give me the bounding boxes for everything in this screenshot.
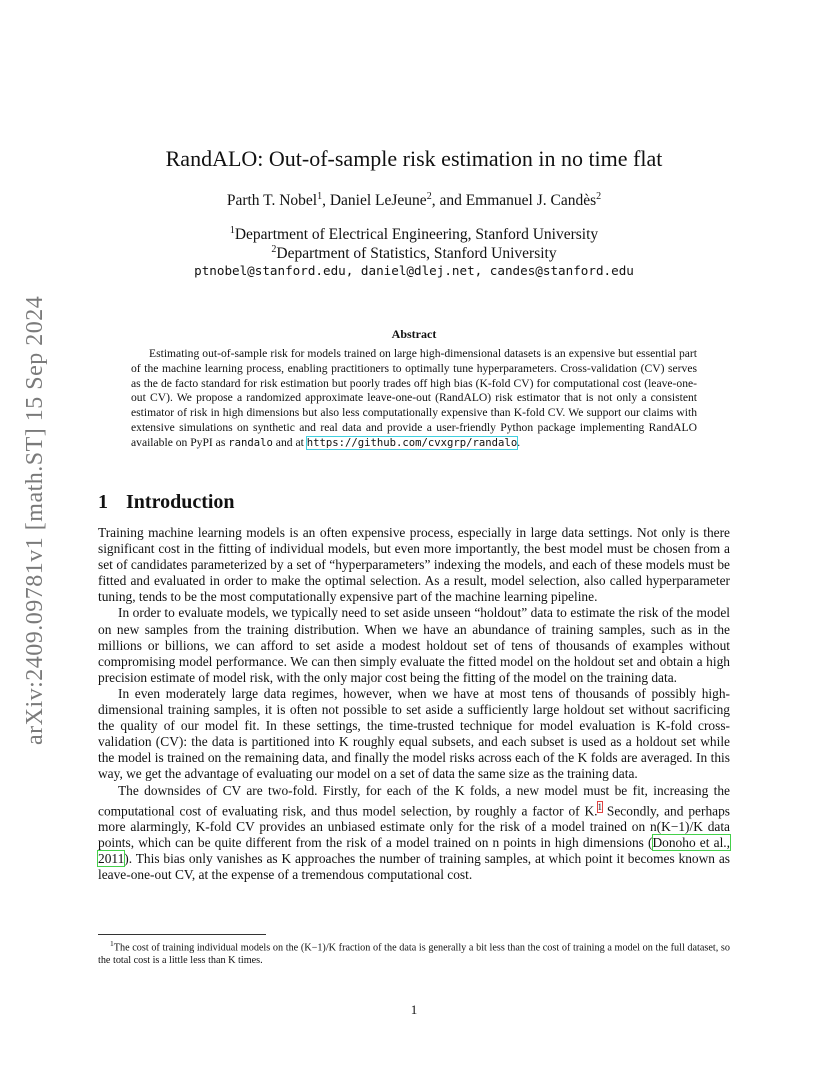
affiliation-mark: 2 <box>426 191 432 202</box>
abstract-text: . <box>517 435 521 449</box>
paragraph: Training machine learning models is an often expensive process, especially in large data settings. Not only is there significant cost in the fitting of individual models, but even more importantly, the best model must be chosen from a set of candidates parameterized by a set of “hyperparameters” indexing the models, and each of these models must be fitted and evaluated in order to make the optimal selection. As a result, model selection, also called hyperparameter tuning, tends to be the most computationally expensive part of the machine learning pipeline. <box>98 525 730 605</box>
paper-title: RandALO: Out-of-sample risk estimation in no time flat <box>165 146 663 171</box>
affiliation-mark: 2 <box>596 191 602 202</box>
abstract-heading: Abstract <box>391 327 437 341</box>
abstract-text: and at <box>272 435 307 449</box>
affiliation <box>80 225 748 244</box>
footnote <box>98 938 730 968</box>
footnote-mark: 1 <box>110 939 114 948</box>
affiliation-text: Department of Electrical Engineering, Stanford University <box>234 226 599 244</box>
paragraph-text: ). This bias only vanishes as K approaches the number of training samples, at which point it becomes known as leave-one-out CV, at the expense of a tremendous computational cost. <box>98 851 730 883</box>
affiliation-text: Department of Statistics, Stanford University <box>276 245 557 263</box>
affiliation-mark: 1 <box>317 191 323 202</box>
paragraph <box>98 783 730 884</box>
affiliation-mark: 2 <box>271 244 277 255</box>
footnote-text: The cost of training individual models on the (K−1)/K fraction of the data is generally a bit less than the cost of training a model on the full dataset, so the total cost is a little less than K times. <box>98 942 730 966</box>
page-number: 1 <box>410 1002 418 1017</box>
section-number: 1 <box>98 491 108 513</box>
author-emails: ptnobel@stanford.edu, daniel@dlej.net, candes@stanford.edu <box>194 263 634 278</box>
section-title: Introduction <box>126 491 235 513</box>
author-name: Parth T. Nobel <box>226 192 318 210</box>
footnote-link[interactable]: 1 <box>597 801 603 812</box>
affiliation <box>80 244 748 263</box>
paragraph: In order to evaluate models, we typically need to set aside unseen “holdout” data to estimate the risk of the model on new samples from the training distribution. When we have an abundance of training samples, such as in the millions or billions, we can afford to set aside a modest holdout set of tens of thousands of examples without compromising model performance. We can then simply evaluate the fitted model on the holdout set and obtain a high precision estimate of model risk, with the only major cost being the fitting of the model on the training data. <box>98 605 730 685</box>
paragraph: In even moderately large data regimes, however, when we have at most tens of thousands of possibly high-dimensional training samples, it is often not possible to set aside a sufficiently large holdout set without sacrificing the quality of our model fit. In these settings, the time-trusted technique for model evaluation is K-fold cross-validation (CV): the data is partitioned into K roughly equal subsets, and each subset is used as a holdout set while the model is trained on the remaining data, and finally the model risks across each of the K folds are averaged. In this way, we get the advantage of evaluating our model on a set of data the same size as the training data. <box>98 685 730 782</box>
paragraph-text: Secondly, and perhaps more alarmingly, K-fold CV provides an unbiased estimate only for the risk of a model trained on n(K−1)/K data points, which can be quite different from the risk of a model trained on n points in high dimensions ( <box>98 803 730 851</box>
paragraph-text: The downsides of CV are two-fold. Firstly, for each of the K folds, a new model must be fit, increasing the computational cost of evaluating risk, and thus model selection, by roughly a factor of K. <box>98 782 730 819</box>
abstract-text: Estimating out-of-sample risk for models trained on large high-dimensional datasets is an expensive but essential part of the machine learning process, enabling practitioners to optimally tune hyperparameters. Cross-validation (CV) serves as the de facto standard for risk estimation but poorly trades off high bias (K-fold CV) for computational cost (leave-one-out CV). We propose a randomized approximate leave-one-out (RandALO) risk estimator that is not only a consistent estimator of risk in high dimensions but also less computationally expensive than K-fold CV. We support our claims with extensive simulations on synthetic and real data and provide a user-friendly Python package implementing RandALO available on PyPI as <box>131 347 697 449</box>
author-name: Daniel LeJeune <box>329 192 427 210</box>
abstract-body <box>131 347 697 451</box>
arxiv-identifier: arXiv:2409.09781v1 [math.ST] 15 Sep 2024 <box>22 295 48 745</box>
citation-link[interactable]: Donoho et al., 2011 <box>98 835 730 867</box>
package-name: randalo <box>228 436 273 449</box>
github-link[interactable]: https://github.com/cvxgrp/randalo <box>306 436 518 449</box>
footnote-rule <box>98 934 266 935</box>
author-separator: , <box>322 192 330 210</box>
author-list <box>80 191 748 210</box>
section-heading <box>98 491 235 514</box>
author-separator: , and <box>431 192 466 210</box>
intro-body <box>98 525 730 884</box>
affiliation-mark: 1 <box>229 225 235 236</box>
author-name: Emmanuel J. Candès <box>465 192 597 210</box>
